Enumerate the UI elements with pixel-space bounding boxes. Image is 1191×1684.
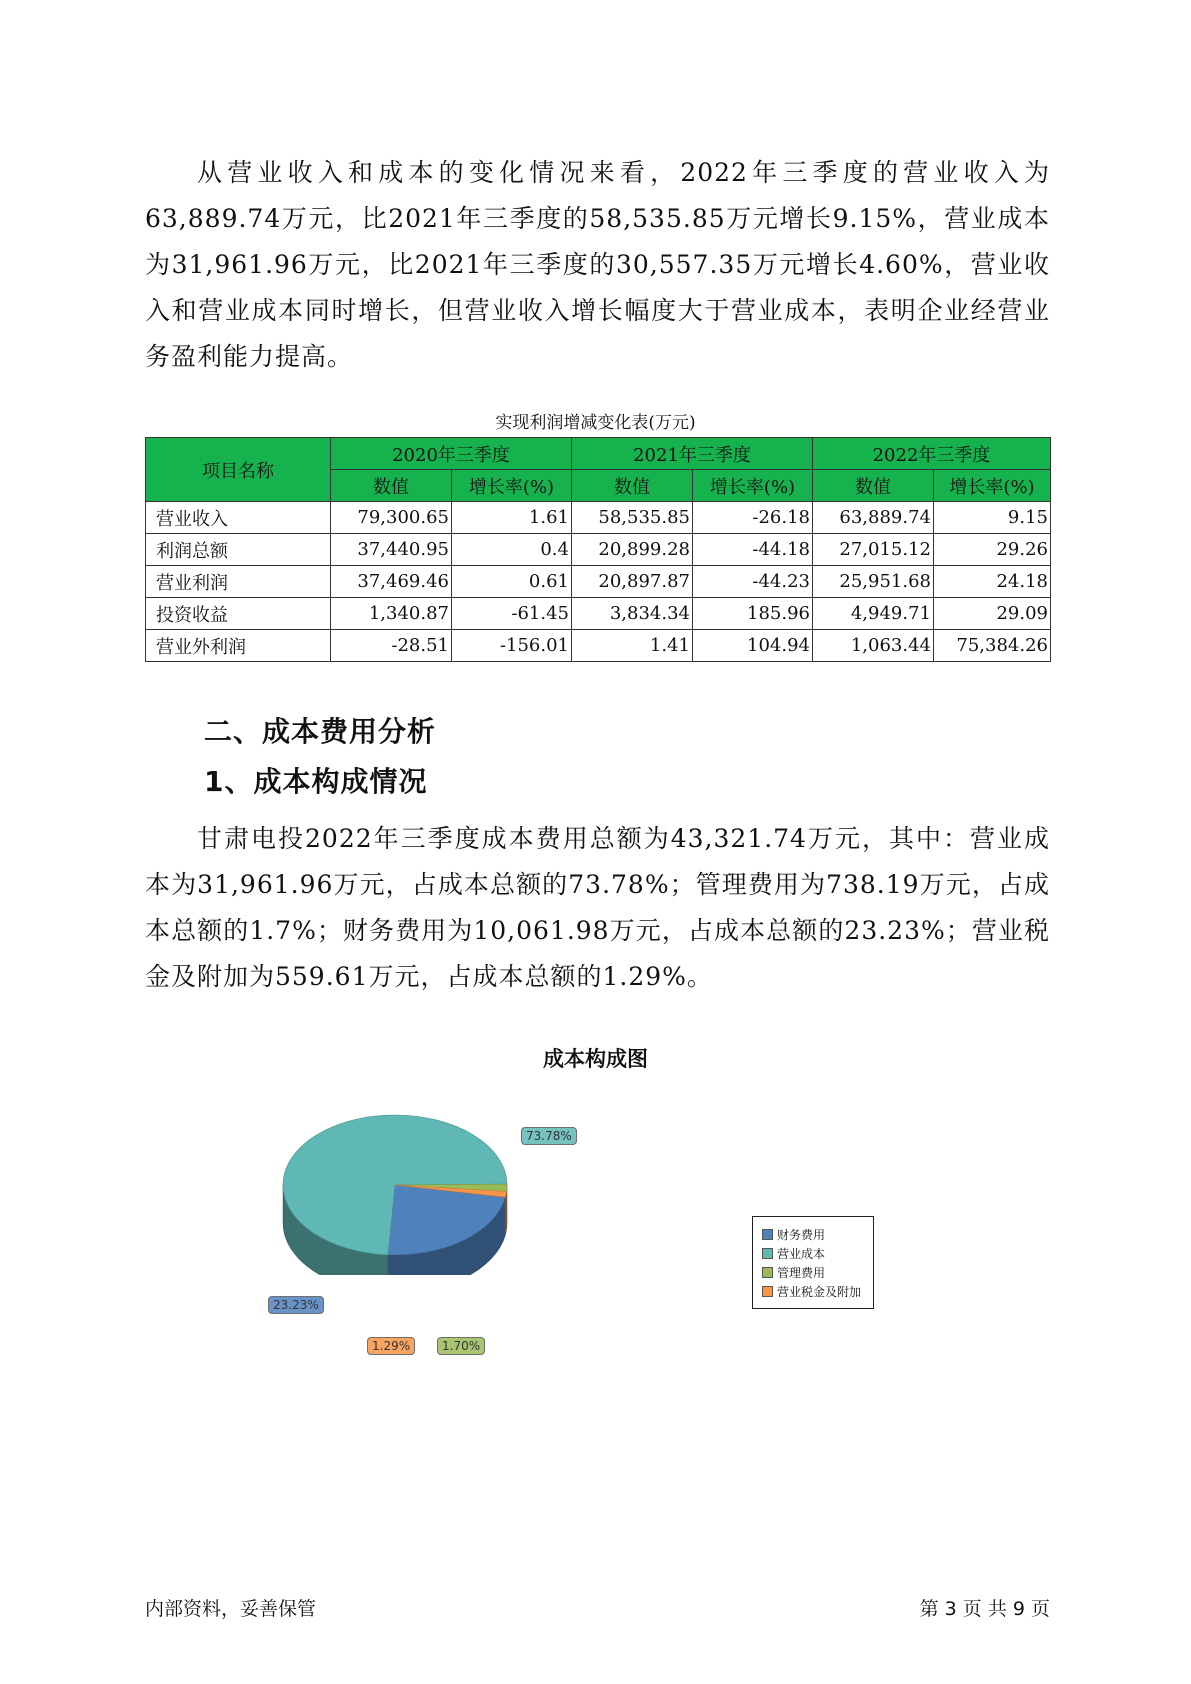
table-row — [146, 534, 1051, 566]
footer-page-number: 第 3 页 共 9 页 — [919, 1598, 1050, 1620]
table-row — [146, 598, 1051, 630]
value-cell: 63,889.74 — [813, 502, 934, 534]
value-cell: 1.41 — [572, 630, 693, 662]
legend-swatch — [762, 1248, 773, 1259]
rate-cell: 75,384.26 — [934, 630, 1051, 662]
value-cell: 37,469.46 — [331, 566, 452, 598]
table-row — [146, 502, 1051, 534]
header-rate: 增长率(%) — [693, 470, 813, 502]
value-cell: 37,440.95 — [331, 534, 452, 566]
legend-item — [762, 1283, 873, 1302]
value-cell: 27,015.12 — [813, 534, 934, 566]
row-label: 利润总额 — [146, 534, 331, 566]
rate-cell: 0.61 — [452, 566, 572, 598]
cost-paragraph: 甘肃电投2022年三季度成本费用总额为43,321.74万元，其中：营业成本为31,961.96万元，占成本总额的73.78%；管理费用为738.19万元，占成本总额的1.7%；财务费用为10,061.98万元，占成本总额的23.23%；营业税金及附加为559.61万元，占成本总额的1.29%。 — [145, 824, 1050, 991]
header-period-2020: 2020年三季度 — [331, 438, 572, 470]
pie-data-label: 1.70% — [437, 1337, 485, 1355]
row-label: 营业外利润 — [146, 630, 331, 662]
chart-legend — [752, 1216, 874, 1309]
legend-item — [762, 1245, 873, 1264]
rate-cell: -156.01 — [452, 630, 572, 662]
legend-label: 营业税金及附加 — [777, 1285, 862, 1299]
legend-label: 营业成本 — [777, 1247, 826, 1261]
pie-data-label: 23.23% — [268, 1296, 324, 1314]
legend-label: 财务费用 — [777, 1228, 826, 1242]
rate-cell: 9.15 — [934, 502, 1051, 534]
header-value: 数值 — [331, 470, 452, 502]
rate-cell: 29.26 — [934, 534, 1051, 566]
pie-data-label: 1.29% — [367, 1337, 415, 1355]
intro-paragraph: 从营业收入和成本的变化情况来看，2022年三季度的营业收入为63,889.74万元，比2021年三季度的58,535.85万元增长9.15%，营业成本为31,961.96万元，比2021年三季度的30,557.35万元增长4.60%，营业收入和营业成本同时增长，但营业收入增长幅度大于营业成本，表明企业经营业务盈利能力提高。 — [145, 158, 1050, 371]
subsection-heading: 1、成本构成情况 — [204, 765, 428, 798]
value-cell: 20,897.87 — [572, 566, 693, 598]
rate-cell: -44.18 — [693, 534, 813, 566]
section-heading: 二、成本费用分析 — [204, 715, 437, 748]
chart-title: 成本构成图 — [543, 1047, 648, 1071]
rate-cell: -26.18 — [693, 502, 813, 534]
header-item-name: 项目名称 — [146, 438, 331, 502]
legend-swatch — [762, 1267, 773, 1278]
header-value: 数值 — [572, 470, 693, 502]
table-row — [146, 566, 1051, 598]
rate-cell: -61.45 — [452, 598, 572, 630]
row-label: 营业收入 — [146, 502, 331, 534]
rate-cell: -44.23 — [693, 566, 813, 598]
value-cell: 1,063.44 — [813, 630, 934, 662]
value-cell: 4,949.71 — [813, 598, 934, 630]
value-cell: 20,899.28 — [572, 534, 693, 566]
header-rate: 增长率(%) — [934, 470, 1051, 502]
rate-cell: 104.94 — [693, 630, 813, 662]
header-period-2021: 2021年三季度 — [572, 438, 813, 470]
legend-item — [762, 1264, 873, 1283]
value-cell: -28.51 — [331, 630, 452, 662]
row-label: 投资收益 — [146, 598, 331, 630]
value-cell: 58,535.85 — [572, 502, 693, 534]
rate-cell: 1.61 — [452, 502, 572, 534]
table-caption: 实现利润增减变化表(万元) — [495, 413, 696, 433]
header-period-2022: 2022年三季度 — [813, 438, 1051, 470]
value-cell: 25,951.68 — [813, 566, 934, 598]
legend-swatch — [762, 1286, 773, 1297]
rate-cell: 0.4 — [452, 534, 572, 566]
value-cell: 3,834.34 — [572, 598, 693, 630]
value-cell: 1,340.87 — [331, 598, 452, 630]
row-label: 营业利润 — [146, 566, 331, 598]
pie-side-3 — [505, 1192, 506, 1236]
pie-data-label: 73.78% — [521, 1127, 577, 1145]
legend-swatch — [762, 1229, 773, 1240]
rate-cell: 29.09 — [934, 598, 1051, 630]
rate-cell: 24.18 — [934, 566, 1051, 598]
legend-item — [762, 1226, 873, 1245]
header-value: 数值 — [813, 470, 934, 502]
table-row — [146, 630, 1051, 662]
rate-cell: 185.96 — [693, 598, 813, 630]
value-cell: 79,300.65 — [331, 502, 452, 534]
footer-confidential: 内部资料，妥善保管 — [145, 1598, 317, 1620]
header-rate: 增长率(%) — [452, 470, 572, 502]
profit-change-table — [145, 437, 1051, 662]
legend-label: 管理费用 — [777, 1266, 826, 1280]
table-header-row-1 — [146, 438, 1051, 470]
